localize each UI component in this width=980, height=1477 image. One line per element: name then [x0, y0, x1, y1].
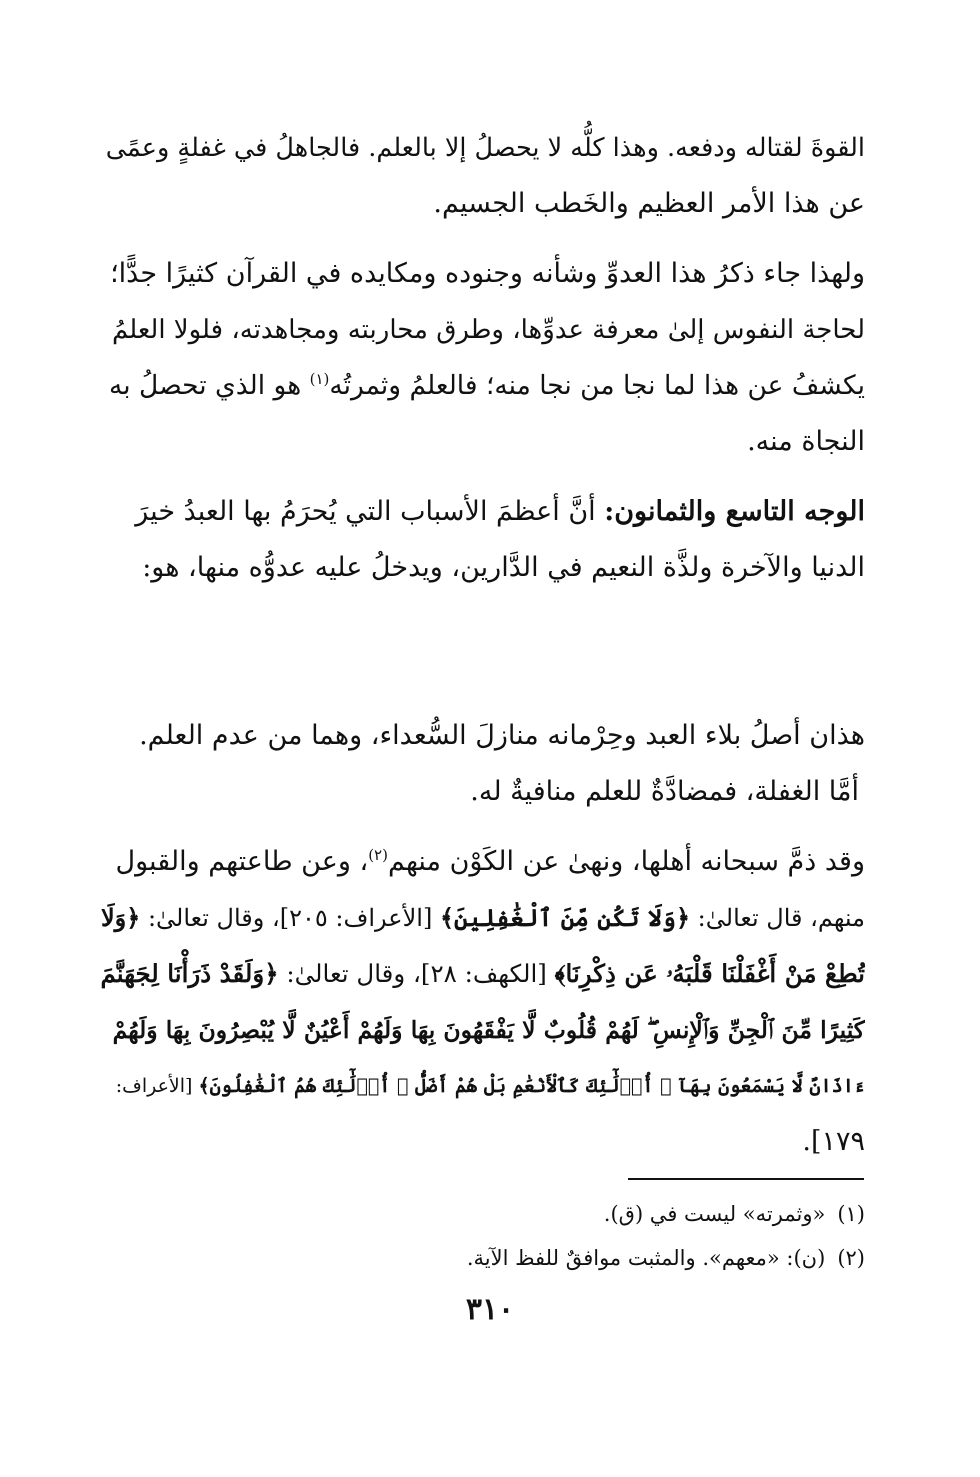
quran-verse: ﴿وَلَا	[100, 903, 141, 932]
footnote-ref-1[interactable]: (١)	[309, 370, 330, 389]
text-segment: [الأعراف:	[115, 1075, 199, 1097]
text-segment: هو الذي تحصلُ به	[109, 370, 310, 401]
bullet-item	[100, 596, 865, 652]
footnote-item	[100, 1192, 865, 1236]
footnote-text: (ن): «معهم». والمثبت موافقٌ للفظ الآية.	[466, 1246, 826, 1270]
quran-verse: ءَاذَانٌ لَّا يَسْمَعُونَ بِهَآ ۚ أُو۟لَٰٓئِكَ كَٱلْأَنْعَٰمِ بَلْ هُمْ أَضَلُّ ۚ أُو۟لَٰٓئِكَ هُمُ ٱلْغَٰفِلُونَ﴾	[198, 1075, 865, 1097]
footnote-ref-2[interactable]: (٢)	[368, 846, 388, 864]
text-line	[100, 484, 865, 540]
text-line: الدنيا والآخرة ولذَّة النعيم في الدَّارين، ويدخلُ عليه عدوُّه منها، هو:	[142, 552, 865, 583]
page-number: ٣١٠	[465, 1292, 515, 1327]
quran-verse: ﴿وَلَا تَكُن مِّنَ ٱلْغَٰفِلِينَ﴾	[439, 903, 691, 932]
text-line: النجاة منه.	[747, 426, 865, 457]
footnote-item	[100, 1236, 865, 1280]
quran-verse: كَثِيرًا مِّنَ ٱلْجِنِّ وَٱلْإِنسِ ۖ لَهُمْ قُلُوبٌ لَّا يَفْقَهُونَ بِهَا وَلَهُمْ أَعْيُنٌ لَّا يُبْصِرُونَ بِهَا وَلَهُمْ	[112, 1016, 865, 1044]
text-line: ١٧٩].	[802, 1126, 865, 1157]
text-segment: ، وعن طاعتهم والقبول	[115, 846, 369, 877]
text-line: ولهذا جاء ذكرُ هذا العدوِّ وشأنه وجنوده ومكايده في القرآن كثيرًا جدًّا؛	[110, 258, 865, 289]
text-line	[100, 946, 865, 1002]
text-line	[100, 890, 865, 946]
text-segment: منهم، قال تعالىٰ:	[690, 904, 865, 932]
bullet-item	[100, 764, 865, 820]
text-line: هذان أصلُ بلاء العبد وحِرْمانه منازلَ السُّعداء، وهما من عدم العلم.	[139, 720, 865, 751]
footnote-number: (٢)	[837, 1246, 865, 1270]
text-line	[100, 358, 865, 414]
section-heading: الوجه التاسع والثمانون:	[604, 496, 865, 527]
paragraph-1	[100, 120, 865, 232]
footnote-text: «وثمرته» ليست في (ق).	[603, 1202, 826, 1226]
bullet-text: أمَّا الغفلة، فمضادَّةٌ للعلم منافيةٌ له.	[470, 776, 859, 807]
text-line	[100, 1002, 865, 1058]
text-segment: [الكهف: ٢٨]، وقال تعالىٰ:	[278, 959, 555, 988]
footnote-number: (١)	[837, 1202, 865, 1226]
quran-verse: ﴿وَلَقَدْ ذَرَأْنَا لِجَهَنَّمَ	[100, 959, 279, 988]
text-segment: يكشفُ عن هذا لما نجا من نجا منه؛ فالعلمُ وثمرتُه	[329, 370, 865, 401]
text-segment: أنَّ أعظمَ الأسباب التي يُحرَمُ بها العبدُ خيرَ	[135, 496, 605, 527]
main-text	[100, 120, 865, 1170]
text-line	[100, 834, 865, 890]
text-line: القوةَ لقتاله ودفعه. وهذا كلُّه لا يحصلُ إلا بالعلم. فالجاهلُ في غفلةٍ وعمًى	[105, 133, 865, 163]
footnotes	[100, 1192, 865, 1280]
text-segment: [الأعراف: ٢٠٥]، وقال تعالىٰ:	[140, 904, 440, 932]
text-line	[100, 1058, 865, 1114]
paragraph-4	[100, 834, 865, 1170]
text-line: لحاجة النفوس إلىٰ معرفة عدوِّها، وطرق محاربته ومجاهدته، فلولا العلمُ	[111, 315, 865, 345]
paragraph-2	[100, 246, 865, 470]
text-line: عن هذا الأمر العظيم والخَطب الجسيم.	[433, 188, 865, 219]
text-segment: وقد ذمَّ سبحانه أهلها، ونهىٰ عن الكَوْن منهم	[387, 846, 865, 877]
footnote-divider	[628, 1178, 864, 1180]
paragraph-3	[100, 484, 865, 820]
quran-verse: تُطِعْ مَنْ أَغْفَلْنَا قَلْبَهُۥ عَن ذِكْرِنَا﴾	[554, 959, 865, 988]
bullet-item	[100, 652, 865, 708]
